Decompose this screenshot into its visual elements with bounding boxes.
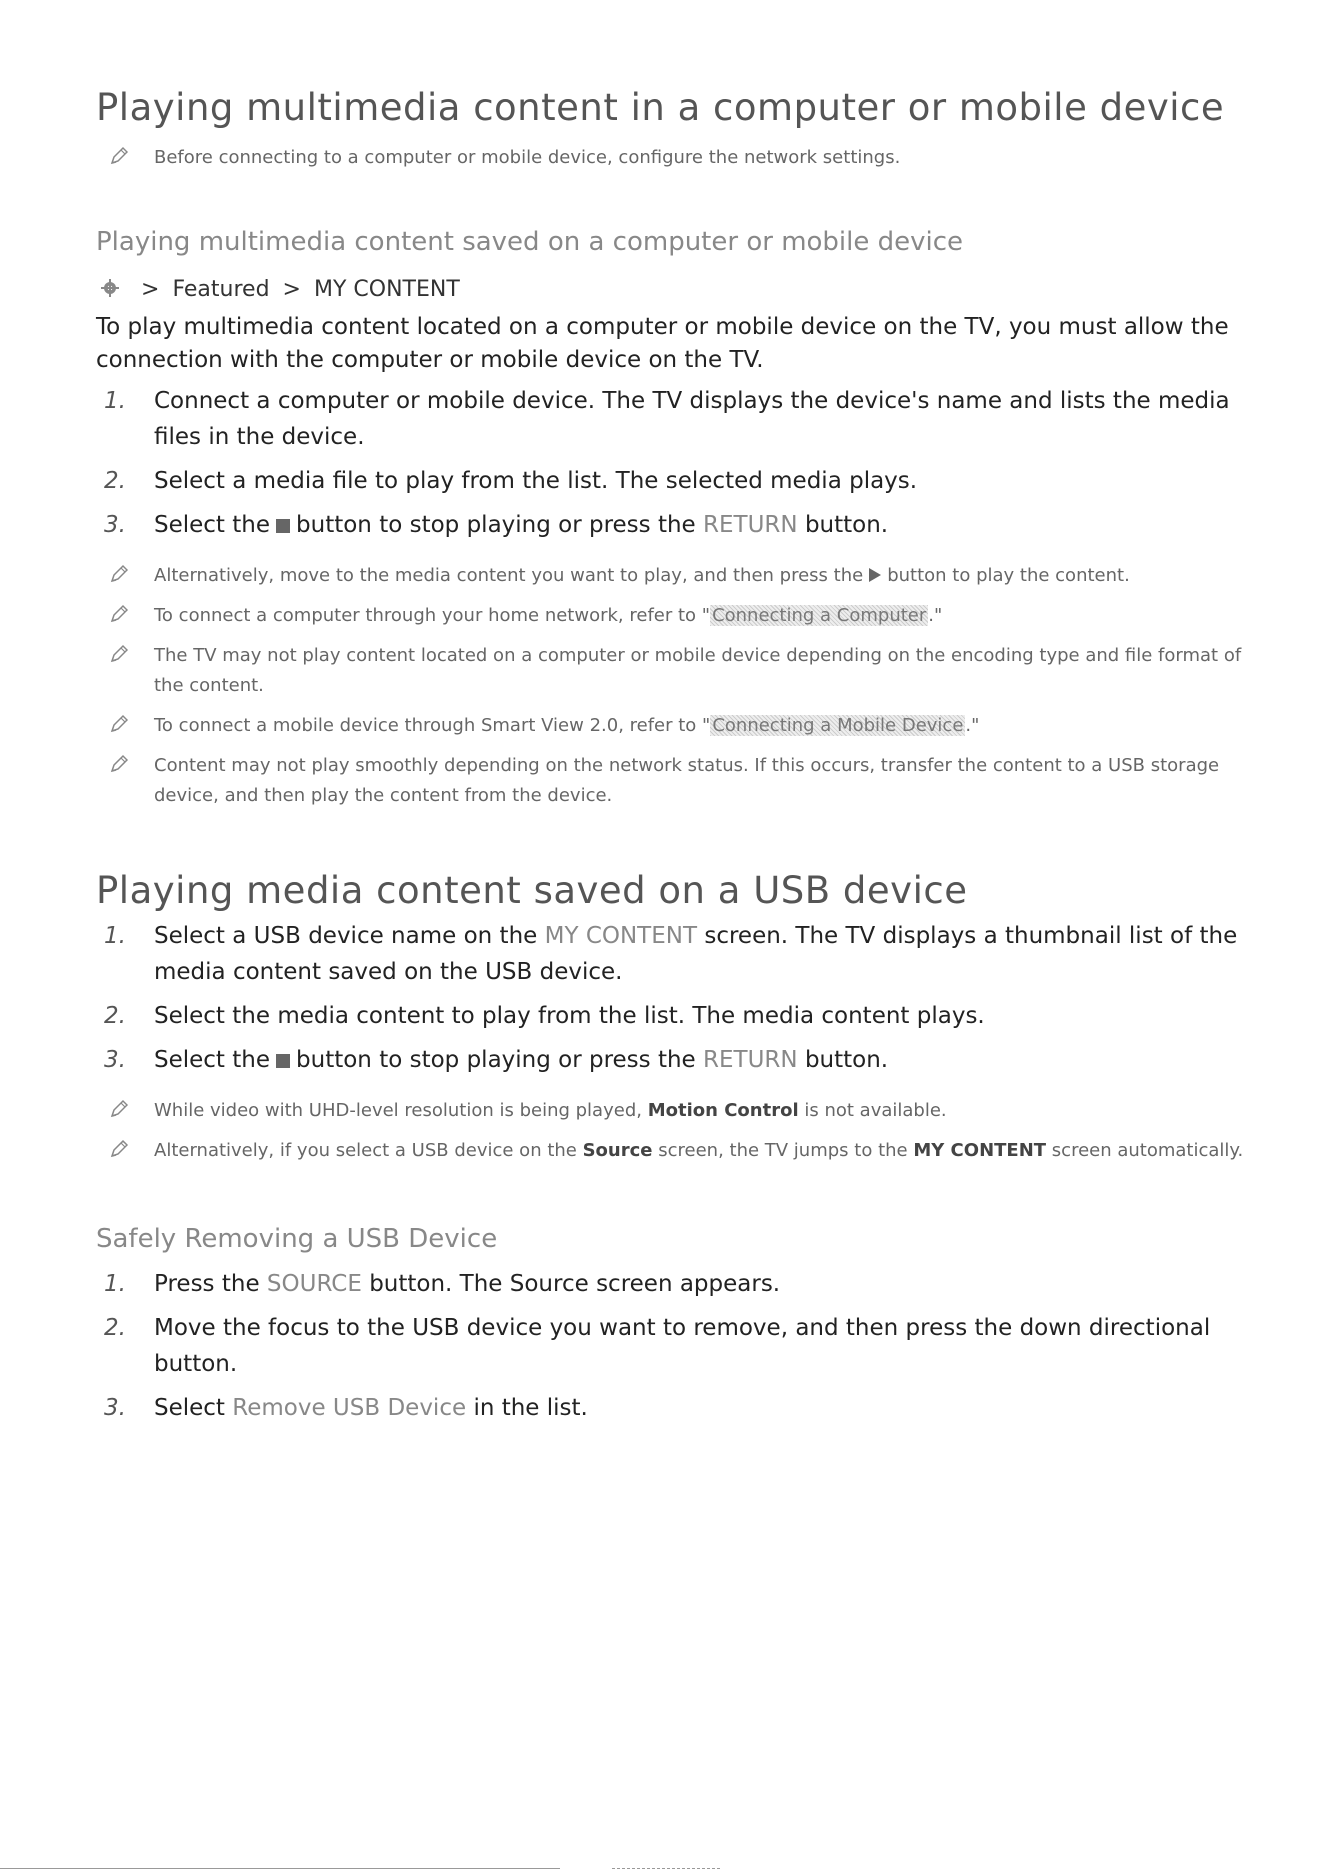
note-item	[96, 143, 1246, 173]
footer-rule	[0, 1868, 560, 1869]
return-key: RETURN	[703, 512, 798, 538]
breadcrumb-separator: >	[141, 277, 160, 302]
step-text-post: button. The Source screen appears.	[369, 1271, 781, 1297]
note-text-pre: While video with UHD-level resolution is being played,	[154, 1100, 642, 1121]
source-key: SOURCE	[266, 1271, 362, 1297]
note-text-pre: Alternatively, if you select a USB device on the	[154, 1140, 577, 1161]
footer-dash-rule	[612, 1868, 722, 1869]
source-term: Source	[582, 1140, 653, 1161]
note-item	[96, 751, 1246, 811]
step-item	[96, 507, 1246, 543]
step-number: 1.	[104, 923, 126, 949]
pencil-icon	[108, 713, 130, 735]
step-text-pre: Select the	[154, 512, 271, 538]
step-item	[96, 1390, 1246, 1426]
section2a-title: Safely Removing a USB Device	[96, 1224, 498, 1254]
step-item	[96, 1042, 1246, 1078]
note-text-pre: Alternatively, move to the media content you want to play, and then press the	[154, 565, 864, 586]
step-text: Select the media content to play from the list. The media content plays.	[154, 1003, 985, 1029]
note-item	[96, 711, 1246, 741]
note-text-post: button to play the content.	[887, 565, 1130, 586]
note-item	[96, 1136, 1246, 1166]
step-number: 3.	[104, 512, 126, 538]
step-number: 3.	[104, 1047, 126, 1073]
link-connecting-mobile[interactable]: Connecting a Mobile Device	[712, 715, 964, 736]
note-text-post: ."	[965, 715, 980, 736]
step-item	[96, 463, 1246, 499]
pencil-icon	[108, 563, 130, 585]
step-text: Connect a computer or mobile device. The TV displays the device's name and lists the media files in the device.	[154, 388, 1230, 450]
step-number: 2.	[104, 1003, 126, 1029]
note-item	[96, 601, 1246, 631]
note-item	[96, 641, 1246, 701]
step-number: 3.	[104, 1395, 126, 1421]
link-connecting-computer[interactable]: Connecting a Computer	[712, 605, 927, 626]
motion-control-term: Motion Control	[647, 1100, 799, 1121]
step-text-pre: Press the	[154, 1271, 260, 1297]
note-item	[96, 1096, 1246, 1126]
step-text-post: button.	[804, 1047, 889, 1073]
pencil-icon	[108, 145, 130, 167]
step-text-pre: Select the	[154, 1047, 271, 1073]
page	[96, 86, 1246, 1426]
breadcrumb-featured[interactable]: Featured	[172, 277, 270, 302]
stop-icon	[276, 519, 290, 533]
step-text: Select a media file to play from the list. The selected media plays.	[154, 468, 918, 494]
note-text-pre: To connect a computer through your home network, refer to "	[154, 605, 711, 626]
step-text-post: screen. The TV displays a thumbnail list of the media content saved on the USB device.	[154, 923, 1238, 985]
section2-title: Playing media content saved on a USB device	[96, 869, 968, 912]
my-content-key: MY CONTENT	[544, 923, 698, 949]
note-text-pre: To connect a mobile device through Smart View 2.0, refer to "	[154, 715, 711, 736]
note-text: The TV may not play content located on a computer or mobile device depending on the encoding type and file format of the content.	[154, 645, 1242, 696]
note-text-post: ."	[928, 605, 943, 626]
breadcrumb-separator: >	[282, 277, 301, 302]
step-text-post: in the list.	[473, 1395, 588, 1421]
step-number: 2.	[104, 468, 126, 494]
remove-usb-device-term: Remove USB Device	[232, 1395, 467, 1421]
step-text-post: button.	[804, 512, 889, 538]
note-text-post: is not available.	[804, 1100, 947, 1121]
intro-paragraph: To play multimedia content located on a computer or mobile device on the TV, you must allow the connection with the computer or mobile device on the TV.	[96, 314, 1229, 373]
step-item	[96, 1310, 1246, 1382]
pencil-icon	[108, 643, 130, 665]
step-text: Move the focus to the USB device you want to remove, and then press the down directional button.	[154, 1315, 1211, 1377]
stop-icon	[276, 1054, 290, 1068]
note-text: Content may not play smoothly depending on the network status. If this occurs, transfer the content to a USB storage device, and then play the content from the device.	[154, 755, 1220, 806]
step-item	[96, 998, 1246, 1034]
gear-icon	[100, 278, 120, 298]
step-text-mid: button to stop playing or press the	[296, 512, 696, 538]
pencil-icon	[108, 603, 130, 625]
note-text-mid: screen, the TV jumps to the	[658, 1140, 908, 1161]
step-text-mid: button to stop playing or press the	[296, 1047, 696, 1073]
note-item	[96, 561, 1246, 591]
pencil-icon	[108, 1098, 130, 1120]
step-number: 1.	[104, 1271, 126, 1297]
breadcrumb	[96, 273, 1246, 307]
step-number: 2.	[104, 1315, 126, 1341]
step-text-pre: Select	[154, 1395, 225, 1421]
breadcrumb-my-content[interactable]: MY CONTENT	[313, 277, 460, 302]
my-content-term: MY CONTENT	[913, 1140, 1047, 1161]
note-text: Before connecting to a computer or mobile device, configure the network settings.	[154, 147, 901, 168]
step-item	[96, 918, 1246, 990]
step-number: 1.	[104, 388, 126, 414]
step-item	[96, 383, 1246, 455]
section1-title: Playing multimedia content in a computer or mobile device	[96, 86, 1225, 129]
return-key: RETURN	[703, 1047, 798, 1073]
play-icon	[869, 568, 881, 582]
pencil-icon	[108, 1138, 130, 1160]
step-text-pre: Select a USB device name on the	[154, 923, 538, 949]
section1a-title: Playing multimedia content saved on a computer or mobile device	[96, 227, 964, 257]
note-text-post: screen automatically.	[1051, 1140, 1244, 1161]
step-item	[96, 1266, 1246, 1302]
pencil-icon	[108, 753, 130, 775]
